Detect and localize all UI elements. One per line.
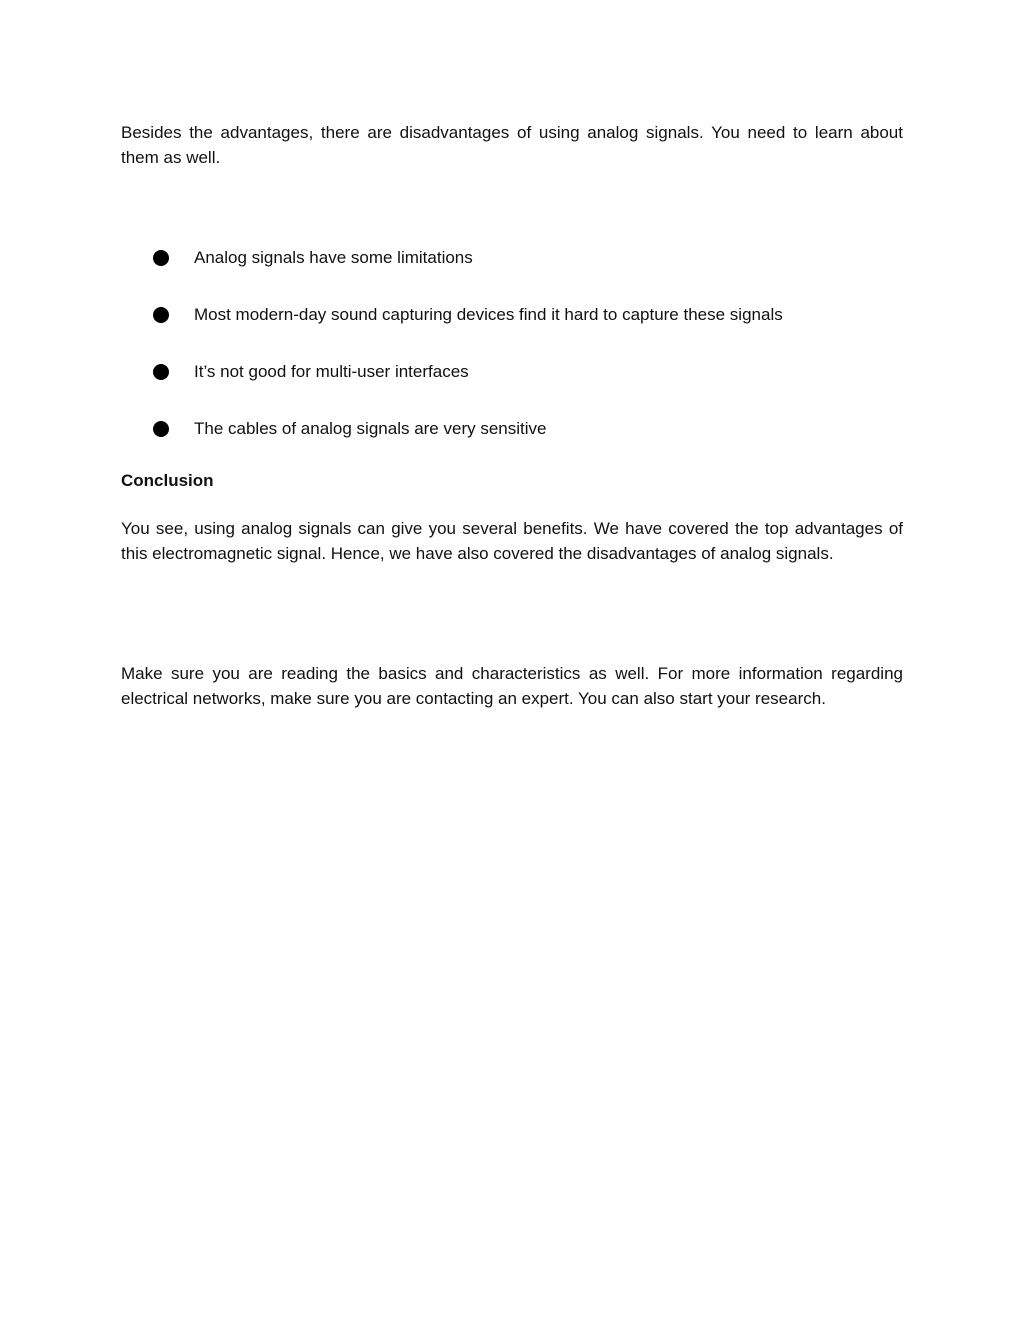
list-item: [121, 303, 903, 360]
bullet-icon: [153, 421, 169, 437]
list-item-text: Most modern-day sound capturing devices find it hard to capture these signals: [194, 305, 783, 324]
bullet-icon: [153, 364, 169, 380]
list-item-text: Analog signals have some limitations: [194, 248, 473, 267]
list-item-text: The cables of analog signals are very sensitive: [194, 419, 547, 438]
list-item: [121, 246, 903, 303]
list-item: [121, 360, 903, 417]
bullet-icon: [153, 307, 169, 323]
list-item-text: It’s not good for multi-user interfaces: [194, 362, 469, 381]
conclusion-paragraph: You see, using analog signals can give you several benefits. We have covered the top advantages of this electromagnetic signal. Hence, we have also covered the disadvantages of analog signals.: [121, 519, 903, 563]
list-item: [121, 417, 903, 474]
disadvantages-list: [121, 246, 903, 474]
closing-paragraph: Make sure you are reading the basics and characteristics as well. For more information regarding electrical networks, make sure you are contacting an expert. You can also start your research.: [121, 664, 903, 708]
conclusion-heading: Conclusion: [121, 471, 214, 490]
bullet-icon: [153, 250, 169, 266]
intro-paragraph: Besides the advantages, there are disadvantages of using analog signals. You need to learn about them as well.: [121, 123, 903, 167]
